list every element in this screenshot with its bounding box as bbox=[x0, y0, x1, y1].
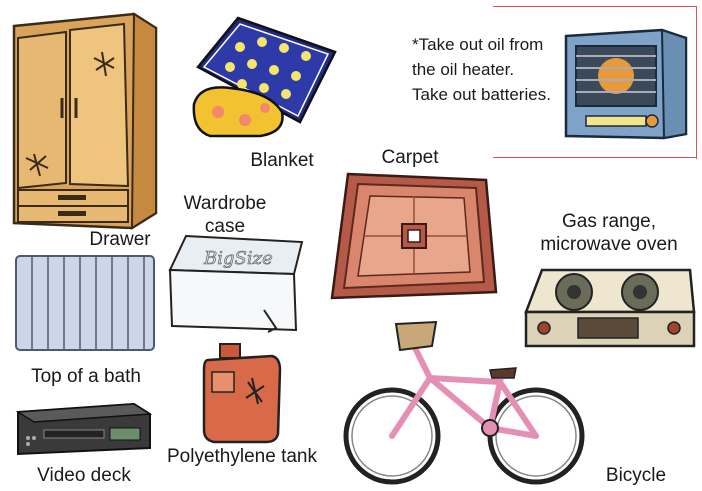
bath-top-illustration bbox=[10, 250, 160, 356]
polyethylene-tank-illustration bbox=[200, 342, 284, 444]
video-deck-illustration bbox=[14, 398, 154, 460]
bicycle-label: Bicycle bbox=[605, 465, 667, 486]
carpet-label: Carpet bbox=[381, 147, 439, 168]
carpet-illustration bbox=[326, 170, 504, 302]
svg-text:BigSize: BigSize bbox=[204, 248, 273, 269]
polyethylene-tank-label: Polyethylene tank bbox=[167, 446, 317, 467]
bath-top-label: Top of a bath bbox=[31, 366, 141, 387]
oil-heater-illustration bbox=[562, 24, 692, 142]
blanket-illustration bbox=[190, 12, 340, 142]
video-deck-label: Video deck bbox=[37, 465, 131, 486]
blanket-label: Blanket bbox=[250, 150, 314, 171]
wardrobe-case-illustration bbox=[164, 230, 310, 340]
drawer-illustration bbox=[4, 8, 164, 230]
wardrobe-case-label: Wardrobe case bbox=[183, 193, 267, 237]
bicycle-illustration bbox=[340, 318, 592, 488]
heater-note: *Take out oil from the oil heater. Take out batteries. bbox=[412, 35, 551, 104]
note-frame-bottom bbox=[493, 157, 697, 158]
drawer-label: Drawer bbox=[89, 229, 151, 250]
gas-range-label: Gas range, microwave oven bbox=[540, 211, 678, 255]
